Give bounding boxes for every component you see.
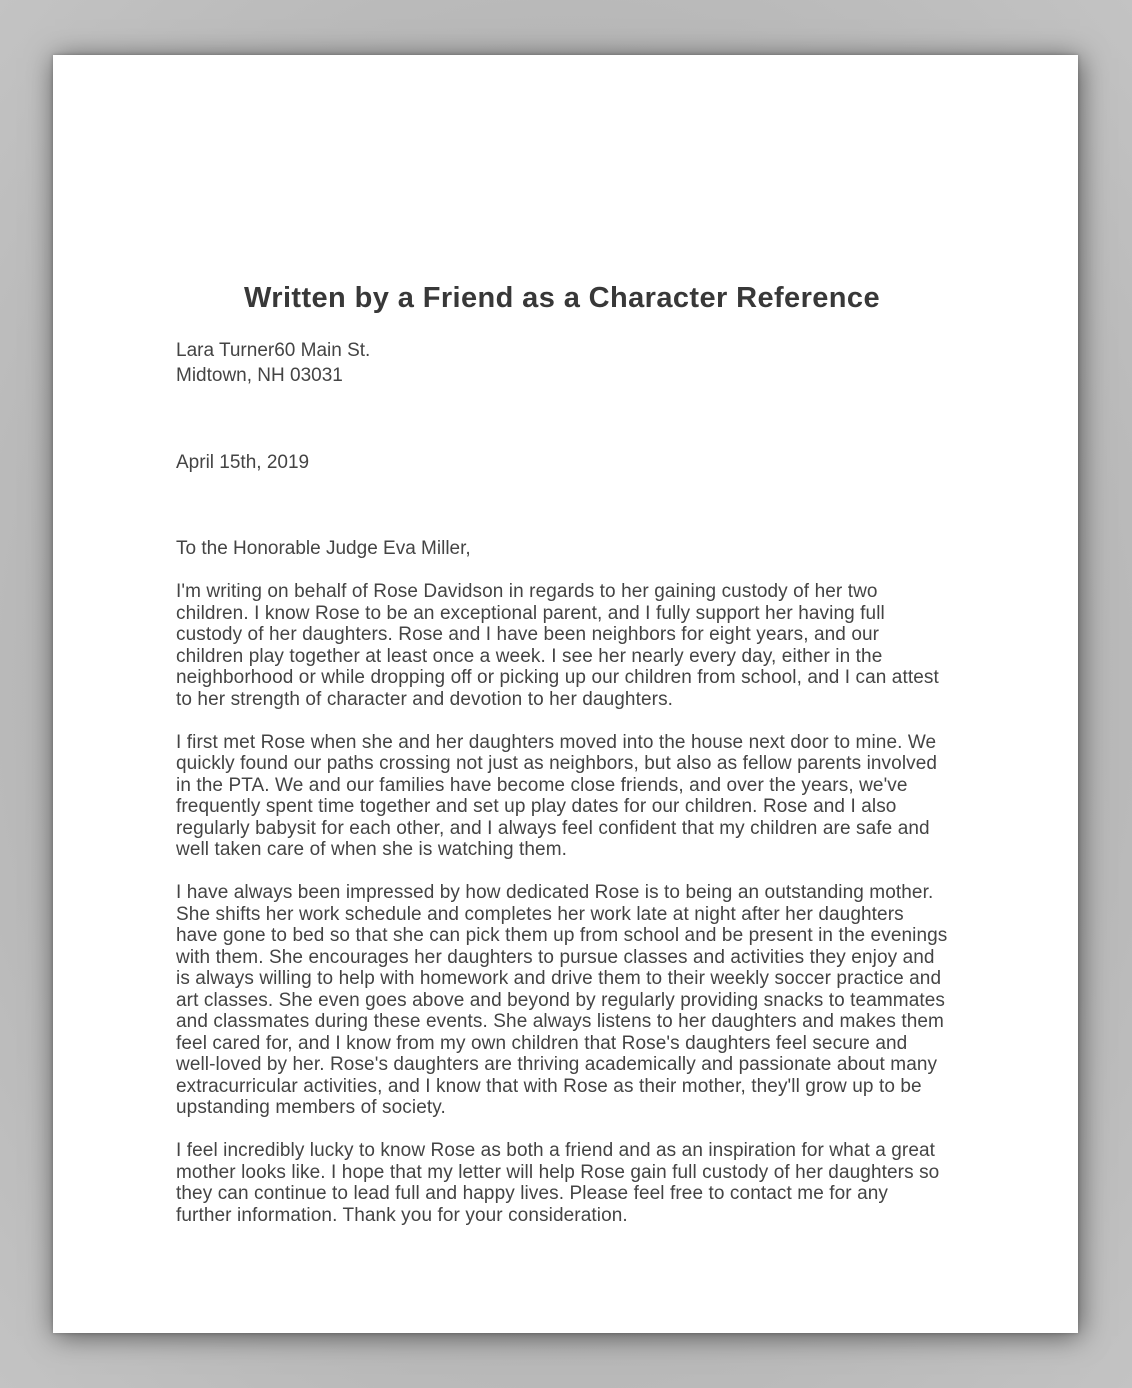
body-paragraph-3: I have always been impressed by how dedicated Rose is to being an outstanding mother. She shifts her work schedule and completes her work late at night after her daughters have gone to bed so that she can pick them up from school and be present in the evenings with them. She encourages her daughters to pursue classes and activities they enjoy and is always willing to help with homework and drive them to their weekly soccer practice and art classes. She even goes above and beyond by regularly providing snacks to teammates and classmates during these events. She always listens to her daughters and makes them feel cared for, and I know from my own children that Rose's daughters feel secure and well-loved by her. Rose's daughters are thriving academically and passionate about many extracurricular activities, and I know that with Rose as their mother, they'll grow up to be upstanding members of society. xyxy=(176,882,948,1118)
sender-address-block xyxy=(176,338,948,388)
letter-page xyxy=(53,55,1078,1333)
sender-city-state-zip: Midtown, NH 03031 xyxy=(176,365,343,386)
body-paragraph-2: I first met Rose when she and her daughters moved into the house next door to mine. We quickly found our paths crossing not just as neighbors, but also as fellow parents involved in the PTA. We and our families have become close friends, and over the years, we've frequently spent time together and set up play dates for our children. Rose and I also regularly babysit for each other, and I always feel confident that my children are safe and well taken care of when she is watching them. xyxy=(176,731,938,860)
letter-title: Written by a Friend as a Character Reference xyxy=(244,282,880,314)
body-paragraph-4: I feel incredibly lucky to know Rose as both a friend and as an inspiration for what a great mother looks like. I hope that my letter will help Rose gain full custody of her daughters so they can continue to lead full and happy lives. Please feel free to contact me for any further information. Thank you for your consideration. xyxy=(176,1140,940,1226)
salutation: To the Honorable Judge Eva Miller, xyxy=(176,538,471,559)
letter-date: April 15th, 2019 xyxy=(176,452,310,473)
body-paragraph-1: I'm writing on behalf of Rose Davidson in regards to her gaining custody of her two children. I know Rose to be an exceptional parent, and I fully support her having full custody of her daughters. Rose and I have been neighbors for eight years, and our children play together at least once a week. I see her nearly every day, either in the neighborhood or while dropping off or picking up our children from school, and I can attest to her strength of character and devotion to her daughters. xyxy=(176,581,939,710)
sender-name-street: Lara Turner60 Main St. xyxy=(176,340,371,361)
